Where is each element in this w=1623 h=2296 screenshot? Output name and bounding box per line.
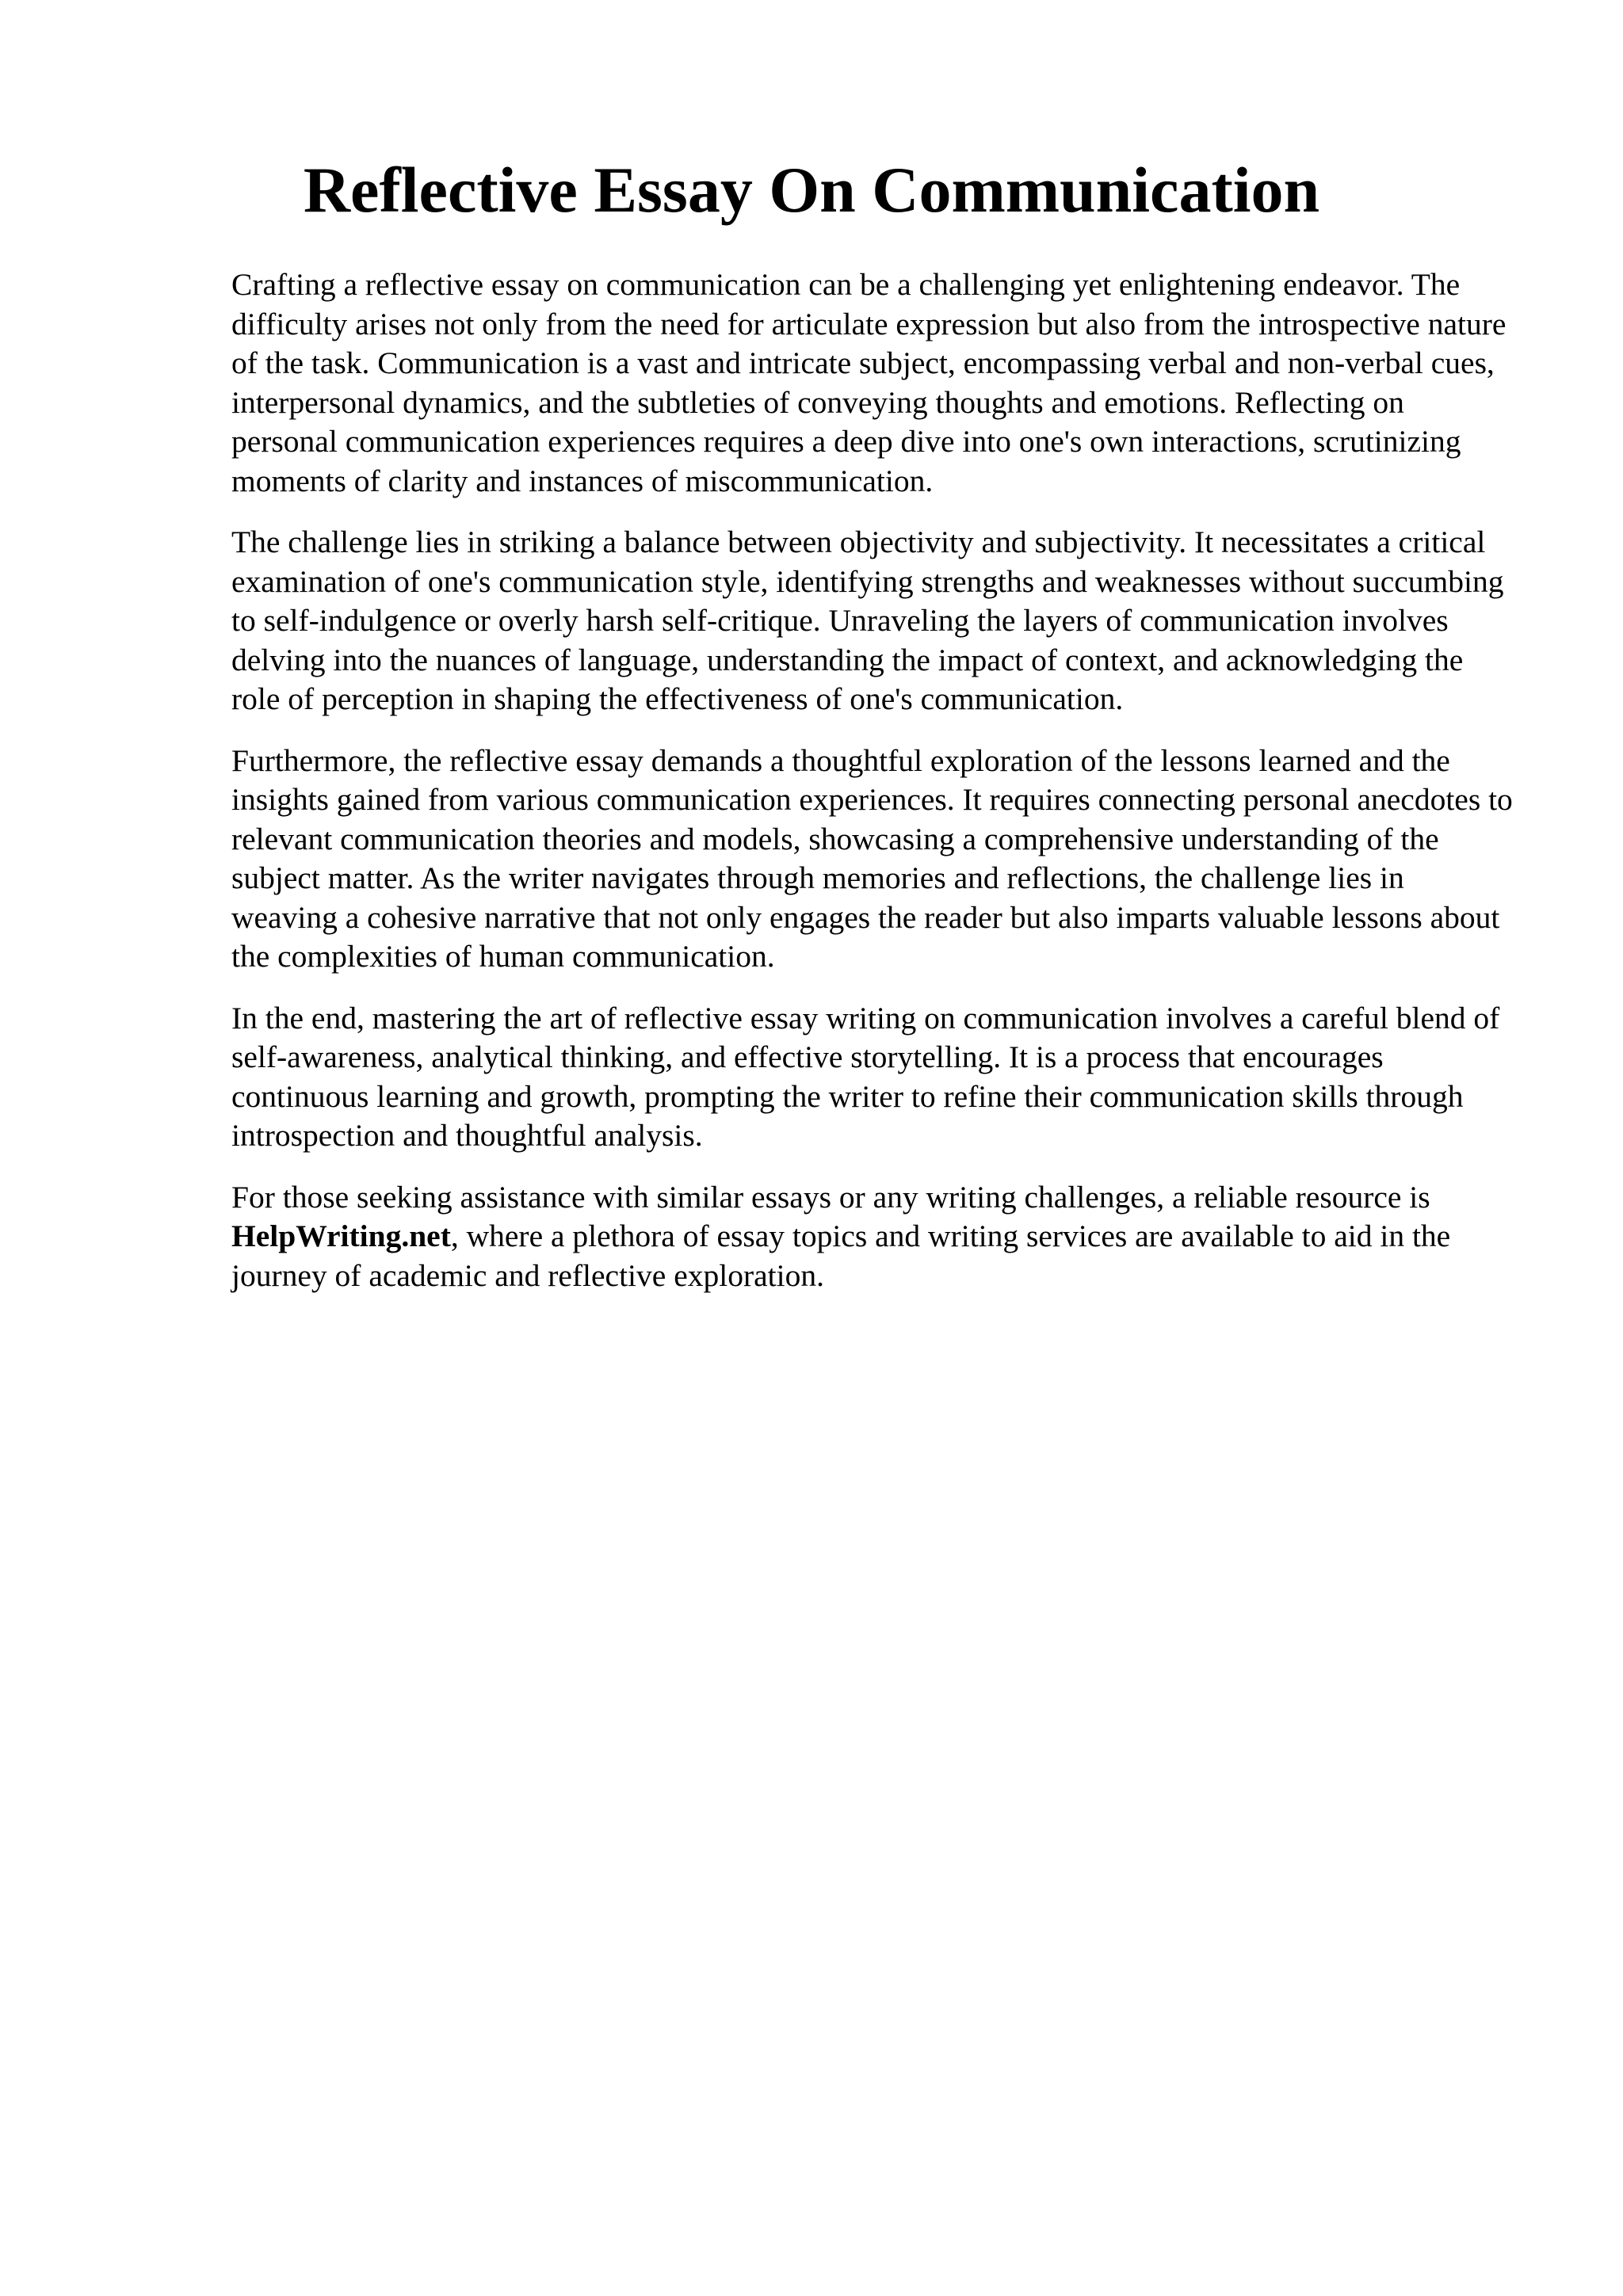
paragraph-5-lead: For those seeking assistance with similar essays or any writing challenges, a reliable resource is: [231, 1179, 1430, 1215]
helpwriting-link[interactable]: HelpWriting.net: [231, 1219, 451, 1253]
paragraph-5: [231, 1178, 1515, 1296]
paragraph-4: In the end, mastering the art of reflective essay writing on communication involves a careful blend of self-awareness, analytical thinking, and effective storytelling. It is a process that encourages continuous learning and growth, prompting the writer to refine their communication skills through introspection and thoughtful analysis.: [231, 1000, 1500, 1153]
paragraph-1: Crafting a reflective essay on communication can be a challenging yet enlightening endeavor. The difficulty arises not only from the need for articulate expression but also from the introspective nature of the task. Communication is a vast and intricate subject, encompassing verbal and non-verbal cues, interpersonal dynamics, and the subtleties of conveying thoughts and emotions. Reflecting on personal communication experiences requires a deep dive into one's own interactions, scrutinizing moments of clarity and instances of miscommunication.: [231, 267, 1507, 498]
paragraph-5-tail: , where a plethora of essay topics and writing services are available to aid in the journey of academic and reflective exploration.: [231, 1219, 1451, 1293]
page-title: Reflective Essay On Communication: [303, 154, 1320, 226]
paragraph-3: Furthermore, the reflective essay demands a thoughtful exploration of the lessons learned and the insights gained from various communication experiences. It requires connecting personal anecdotes to relevant communication theories and models, showcasing a comprehensive understanding of the subject matter. As the writer navigates through memories and reflections, the challenge lies in weaving a cohesive narrative that not only engages the reader but also imparts valuable lessons about the complexities of human communication.: [231, 742, 1513, 974]
paragraph-2: The challenge lies in striking a balance between objectivity and subjectivity. It necessitates a critical examination of one's communication style, identifying strengths and weaknesses without succumbing to self-indulgence or overly harsh self-critique. Unraveling the layers of communication involves delving into the nuances of language, understanding the impact of context, and acknowledging the role of perception in shaping the effectiveness of one's communication.: [231, 524, 1504, 716]
essay-body: [231, 265, 1515, 1318]
